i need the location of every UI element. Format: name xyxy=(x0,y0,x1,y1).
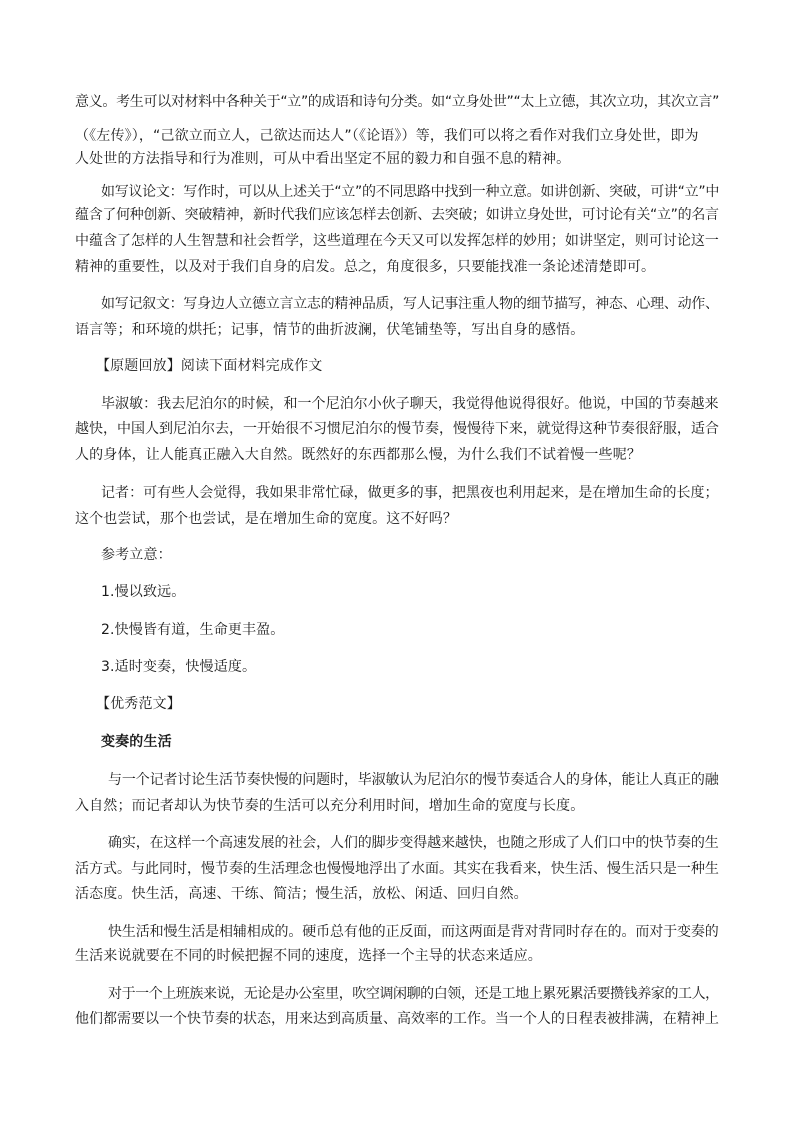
sample-heading: 【优秀范文】 xyxy=(96,696,181,712)
reference-item-1: 1.慢以致远。 xyxy=(101,584,186,600)
essay-p3-line-2: 生活来说就要在不同的时候把握不同的速度，选择一个主导的状态来适应。 xyxy=(75,948,542,964)
essay-p2-line-3: 活态度。快生活，高速、干练、简洁；慢生活，放松、闲适、回归自然。 xyxy=(75,886,528,902)
essay-p1-line-2: 入自然；而记者却认为快节奏的生活可以充分利用时间，增加生命的宽度与长度。 xyxy=(75,798,585,814)
reference-heading: 参考立意： xyxy=(101,547,172,563)
bi-line-3: 人的身体，让人能真正融入大自然。既然好的东西都那么慢，为什么我们不试着慢一些呢？ xyxy=(75,447,641,463)
essay-p1-line-1: 与一个记者讨论生活节奏快慢的问题时，毕淑敏认为尼泊尔的慢节奏适合人的身体，能让人真正的融 xyxy=(108,772,719,788)
essay-p2-line-1: 确实，在这样一个高速发展的社会，人们的脚步变得越来越快，也随之形成了人们口中的快节奏的生 xyxy=(108,835,719,851)
intro-line-1: 意义。考生可以对材料中各种关于“立”的成语和诗句分类。如“立身处世”“太上立德，其次立功，其次立言” xyxy=(75,94,720,110)
argument-line-3: 中蕴含了怎样的人生智慧和社会哲学，这些道理在今天又可以发挥怎样的妙用；如讲坚定，则可讨论这一 xyxy=(75,233,719,249)
argument-line-2: 蕴含了何种创新、突破精神，新时代我们应该怎样去创新、去突破；如讲立身处世，可讨论有关“立”的名言 xyxy=(75,207,719,223)
essay-p3-line-1: 快生活和慢生活是相辅相成的。硬币总有他的正反面，而这两面是背对背同时存在的。而对于变奏的 xyxy=(108,924,719,940)
narrative-line-2: 语言等；和环境的烘托；记事，情节的曲折波澜，伏笔铺垫等，写出自身的感悟。 xyxy=(75,322,585,338)
argument-line-1: 如写议论文：写作时，可以从上述关于“立”的不同思路中找到一种立意。如讲创新、突破，可讲“立”中 xyxy=(101,184,720,200)
reporter-line-1: 记者：可有些人会觉得，我如果非常忙碌，做更多的事，把黑夜也利用起来，是在增加生命的长度； xyxy=(101,485,719,501)
essay-p2-line-2: 活方式。与此同时，慢节奏的生活理念也慢慢地浮出了水面。其实在我看来，快生活、慢生活只是一种生 xyxy=(75,861,719,877)
essay-title: 变奏的生活 xyxy=(101,734,172,750)
review-heading: 【原题回放】阅读下面材料完成作文 xyxy=(96,358,323,374)
narrative-line-1: 如写记叙文：写身边人立德立言立志的精神品质，写人记事注重人物的细节描写，神态、心理、动作、 xyxy=(101,296,719,312)
bi-line-2: 越快，中国人到尼泊尔去，一开始很不习惯尼泊尔的慢节奏，慢慢待下来，就觉得这种节奏很舒服，适合 xyxy=(75,421,719,437)
reference-item-2: 2.快慢皆有道，生命更丰盈。 xyxy=(101,622,285,638)
reporter-line-2: 这个也尝试，那个也尝试，是在增加生命的宽度。这不好吗？ xyxy=(75,511,458,527)
essay-p4-line-2: 他们都需要以一个快节奏的状态，用来达到高质量、高效率的工作。当一个人的日程表被排满，在精神上 xyxy=(75,1011,719,1027)
reference-item-3: 3.适时变奏，快慢适度。 xyxy=(101,659,257,675)
intro-line-3: 人处世的方法指导和行为准则，可从中看出坚定不屈的毅力和自强不息的精神。 xyxy=(75,151,571,167)
intro-line-2: （《左传》），“己欲立而立人，己欲达而达人”（《论语》）等，我们可以将之看作对我们立身处世，即为 xyxy=(75,128,699,144)
argument-line-4: 精神的重要性，以及对于我们自身的启发。总之，角度很多，只要能找准一条论述清楚即可。 xyxy=(75,259,656,275)
essay-p4-line-1: 对于一个上班族来说，无论是办公室里，吹空调闲聊的白领，还是工地上累死累活要攒钱养家的工人， xyxy=(108,986,719,1002)
bi-line-1: 毕淑敏：我去尼泊尔的时候，和一个尼泊尔小伙子聊天，我觉得他说得很好。他说，中国的节奏越来 xyxy=(101,396,719,412)
